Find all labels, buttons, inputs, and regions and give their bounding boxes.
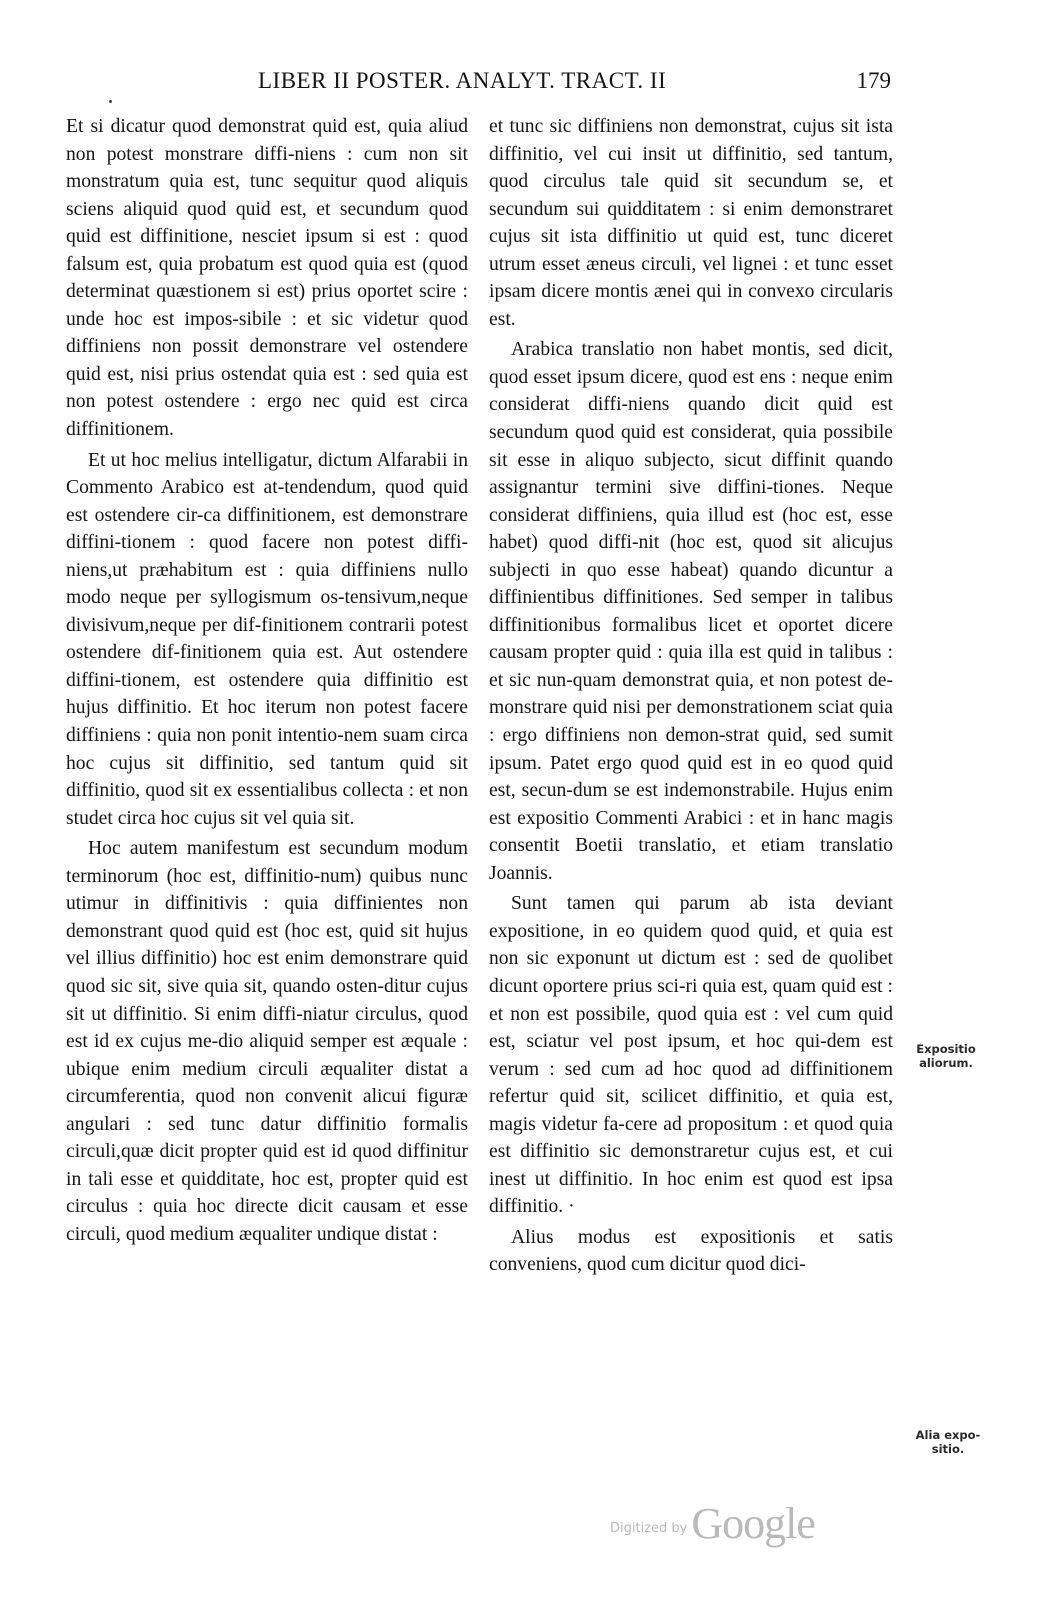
paragraph: et tunc sic diffiniens non demonstrat, cujus sit ista diffinitio, vel cui insit ut diffinitio, sed tantum, quod circulus tale quid sit secundum se, et secundum sui quidditatem : si enim demonstraret cujus sit ista diffinitio ut quid est, tunc diceret utrum esset æneus circuli, vel lignei : et tunc esset ipsam dicere montis ænei qui in convexo circularis est. [489, 116, 893, 330]
watermark-prefix: Digitized by [610, 1521, 688, 1536]
digitized-watermark [610, 1498, 815, 1548]
paragraph: Hoc autem manifestum est secundum modum terminorum (hoc est, diffinitio-num) quibus nunc utimur in diffinitivis : quia diffinientes non demonstrant quod quid est (hoc est, quid sit hujus vel illius diffinitio) hoc est enim demonstrare quid quod sic sit, sive quia sit, quando osten-ditur cujus sit ut diffinitio. Si enim diffi-niatur circulus, quod est id ex cujus me-dio aliquid semper est æquale : ubique enim medium circuli æqualiter distat a circumferentia, quod non convenit alicui figuræ angulari : sed tunc datur diffinitio formalis circuli,quæ dicit propter quid est id quod diffinitur in tali esse et quidditate, hoc est, propter quid est circulus : quia hoc directe dicit causam et esse circuli, quod medium æqualiter undique distat : [66, 838, 468, 1245]
ink-speck [109, 100, 112, 103]
right-column [489, 113, 893, 1279]
page-number: 179 [856, 68, 891, 93]
running-title: LIBER II POSTER. ANALYT. TRACT. II [258, 68, 667, 93]
margin-note-alia-expositio: Alia expo- sitio. [915, 1428, 981, 1456]
google-logo: Google [691, 1499, 815, 1548]
margin-note-expositio-aliorum: Expositio aliorum. [916, 1042, 976, 1070]
page-header [0, 68, 1043, 100]
paragraph: Et ut hoc melius intelligatur, dictum Alfarabii in Commento Arabico est at-tendendum, quod quid est ostendere cir-ca diffinitionem, est demonstrare diffini-tionem : quod facere non potest diffi-niens,ut præhabitum est : quia diffiniens nullo modo neque per syllogismum os-tensivum,neque divisivum,neque per dif-finitionem contrarii potest ostendere dif-finitionem quia est. Aut ostendere diffini-tionem, est ostendere quia diffinitio est hujus diffinitio. Et hoc iterum non potest facere diffiniens : quia non ponit intentio-nem suam circa hoc cujus sit diffinitio, sed tantum quid sit diffinitio, quod sit ex essentialibus collecta : et non studet circa hoc cujus sit vel quia sit. [66, 449, 468, 829]
paragraph: Alius modus est expositionis et satis conveniens, quod cum dicitur quod dici- [489, 1226, 893, 1276]
paragraph: Et si dicatur quod demonstrat quid est, quia aliud non potest monstrare diffi-niens : cum non sit monstratum quia est, tunc sequitur quod aliquis sciens aliquid quod quid est, et secundum quod quid est diffinitione, nesciet ipsum si est : quod falsum est, quia probatum est quod quia est (quod determinat quæstionem si est) prius oportet scire : unde hoc est impos-sibile : et sic videtur quod diffiniens non possit demonstrare vel ostendere quid est, nisi prius ostendat quia est : sed quia est non potest ostendere : ergo nec quid est circa diffinitionem. [66, 116, 468, 441]
paragraph: Arabica translatio non habet montis, sed dicit, quod esset ipsum dicere, quod est ens : neque enim considerat diffi-niens quando dicit quid est secundum quod quid est considerat, quia possibile sit esse in aliquo subjecto, sicut diffinit quando assignantur termini sive diffini-tiones. Neque considerat diffiniens, quia illud est (hoc est, esse habet) quod diffi-nit (hoc est, quod sit alicujus subjecti in quo esse habeat) quando dicuntur a diffinientibus diffinitiones. Sed semper in talibus diffinitionibus formalibus licet et oportet dicere causam propter quid : quia illa est quid in talibus : et sic nun-quam demonstrat quia, et non potest de-monstrare quid nisi per demonstrationem sciat quia : ergo diffiniens non demon-strat quid, sed sumit ipsum. Patet ergo quod quid est in eo quod quid est, secun-dum se est indemonstrabile. Hujus enim est expositio Commenti Arabici : et in hanc magis consentit Boetii translatio, et etiam translatio Joannis. [489, 339, 893, 884]
left-column [66, 113, 468, 1248]
paragraph: Sunt tamen qui parum ab ista deviant expositione, in eo quidem quod quid, et quia est non sic exponunt ut dictum est : sed de quolibet dicunt oportere prius sci-ri quia est, quam quid est : et non est possibile, quod quia est : vel cum quid est, sciatur vel post ipsum, et hoc qui-dem est verum : sed cum ad hoc quod ad diffinitionem refertur quid sit, scilicet diffinitio, et quia est, magis videtur fa-cere ad propositum : et quod quia est diffinitio sic demonstraretur cujus est, et cui inest ut diffinitio. In hoc enim est quod est ipsa diffinitio. · [489, 893, 893, 1218]
